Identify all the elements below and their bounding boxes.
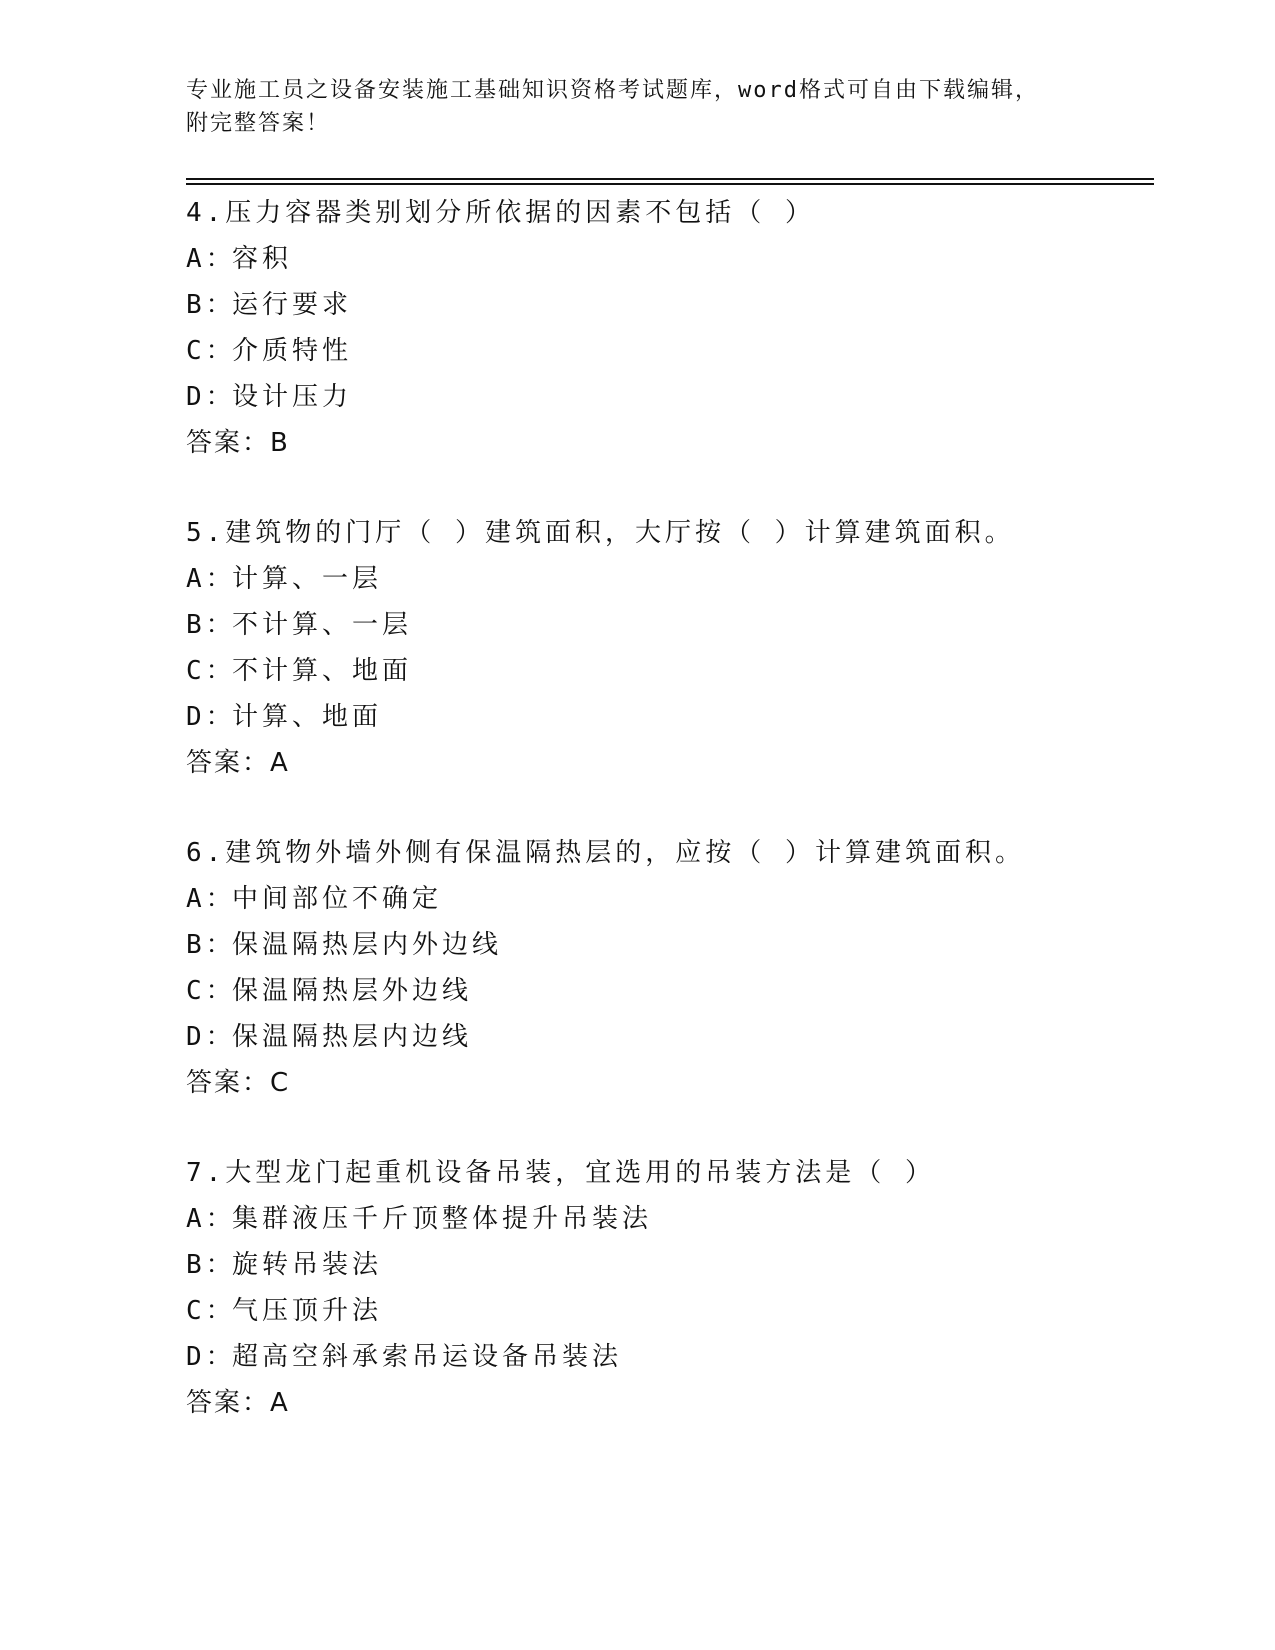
option-c	[186, 648, 1154, 694]
option-key: B：	[186, 930, 236, 960]
option-text: 计算、一层	[232, 564, 383, 594]
option-text: 运行要求	[232, 290, 353, 320]
option-a	[186, 876, 1154, 922]
option-key: C：	[186, 656, 236, 686]
option-key: C：	[186, 976, 236, 1006]
option-text: 介质特性	[232, 336, 353, 366]
option-key: A：	[186, 1204, 236, 1234]
answer-line: 答案：A	[186, 748, 290, 778]
option-b	[186, 602, 1154, 648]
option-key: D：	[186, 702, 236, 732]
option-a	[186, 236, 1154, 282]
option-d	[186, 1014, 1154, 1060]
option-text: 中间部位不确定	[232, 884, 443, 914]
question-6	[186, 830, 1154, 1150]
option-a	[186, 556, 1154, 602]
question-stem: 6.建筑物外墙外侧有保温隔热层的，应按（ ）计算建筑面积。	[186, 838, 1025, 868]
option-d	[186, 1334, 1154, 1380]
question-stem: 5.建筑物的门厅（ ）建筑面积，大厅按（ ）计算建筑面积。	[186, 518, 1015, 548]
option-b	[186, 282, 1154, 328]
option-text: 不计算、地面	[232, 656, 413, 686]
document-header	[186, 74, 1086, 140]
option-text: 保温隔热层内边线	[232, 1022, 473, 1052]
option-d	[186, 374, 1154, 420]
option-key: A：	[186, 244, 236, 274]
option-text: 气压顶升法	[232, 1296, 383, 1326]
option-text: 计算、地面	[232, 702, 383, 732]
option-b	[186, 1242, 1154, 1288]
option-key: C：	[186, 336, 236, 366]
option-key: B：	[186, 1250, 236, 1280]
option-text: 保温隔热层外边线	[232, 976, 473, 1006]
question-list	[186, 190, 1154, 1470]
option-key: D：	[186, 382, 236, 412]
question-stem: 7.大型龙门起重机设备吊装，宜选用的吊装方法是（ ）	[186, 1158, 935, 1188]
option-b	[186, 922, 1154, 968]
answer-line: 答案：A	[186, 1388, 290, 1418]
option-text: 不计算、一层	[232, 610, 413, 640]
option-text: 超高空斜承索吊运设备吊装法	[232, 1342, 623, 1372]
option-a	[186, 1196, 1154, 1242]
option-c	[186, 1288, 1154, 1334]
option-text: 设计压力	[232, 382, 353, 412]
question-5	[186, 510, 1154, 830]
option-key: A：	[186, 884, 236, 914]
question-stem: 4.压力容器类别划分所依据的因素不包括（ ）	[186, 198, 815, 228]
header-line-1: 专业施工员之设备安装施工基础知识资格考试题库，word格式可自由下载编辑，	[186, 78, 1039, 103]
header-divider-bottom	[186, 183, 1154, 185]
option-key: D：	[186, 1342, 236, 1372]
option-text: 容积	[232, 244, 293, 274]
option-text: 保温隔热层内外边线	[232, 930, 503, 960]
header-divider-top	[186, 178, 1154, 180]
option-key: C：	[186, 1296, 236, 1326]
option-text: 旋转吊装法	[232, 1250, 383, 1280]
option-key: D：	[186, 1022, 236, 1052]
option-key: B：	[186, 290, 236, 320]
option-key: B：	[186, 610, 236, 640]
answer-line: 答案：C	[186, 1068, 291, 1098]
answer-line: 答案：B	[186, 428, 290, 458]
option-d	[186, 694, 1154, 740]
question-7	[186, 1150, 1154, 1470]
option-c	[186, 968, 1154, 1014]
option-key: A：	[186, 564, 236, 594]
option-c	[186, 328, 1154, 374]
question-4	[186, 190, 1154, 510]
option-text: 集群液压千斤顶整体提升吊装法	[232, 1204, 653, 1234]
header-line-2: 附完整答案！	[186, 111, 331, 136]
